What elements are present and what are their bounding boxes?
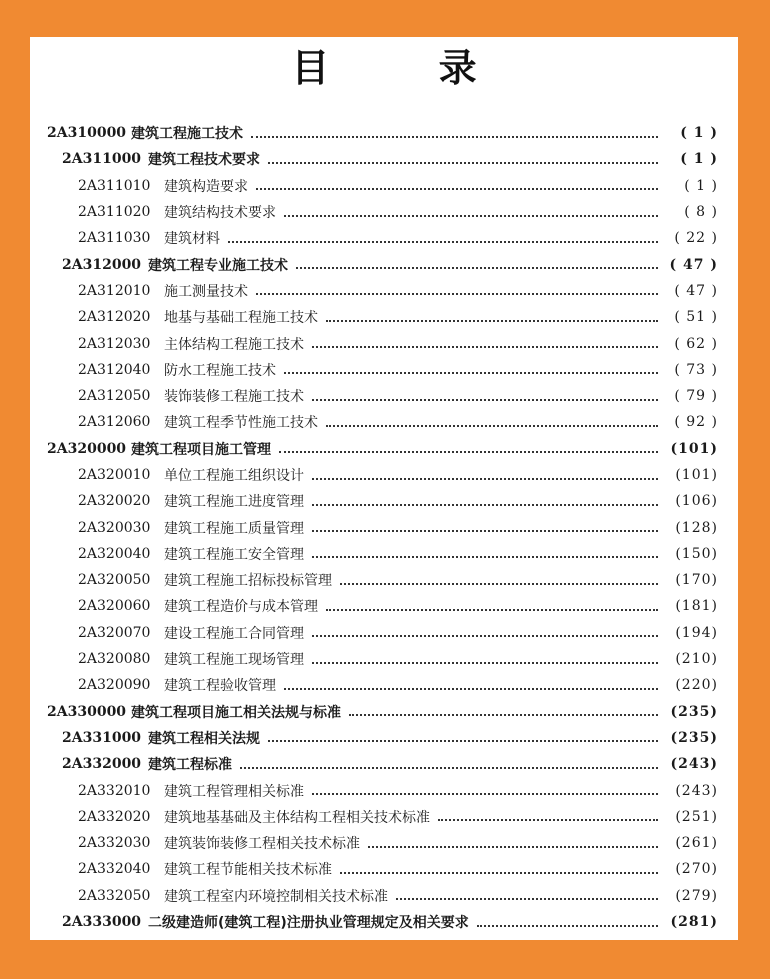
toc-entry-page-number: ( 62 ) (674, 335, 718, 352)
toc-entry-title: 地基与基础工程施工技术 (164, 310, 318, 327)
dot-leader (326, 608, 658, 611)
toc-entry-title: 建筑工程施工质量管理 (164, 520, 304, 537)
toc-entry-title: 建筑工程室内环境控制相关技术标准 (164, 888, 388, 905)
table-of-contents (30, 120, 738, 935)
toc-entry[interactable] (30, 646, 738, 672)
toc-entry-code: 2A320010 (78, 467, 151, 483)
toc-entry-page-number: (261) (675, 835, 718, 852)
dot-leader (312, 529, 658, 532)
dot-leader (284, 687, 658, 690)
dot-leader (312, 792, 658, 795)
toc-entry-page-number: (150) (675, 545, 718, 562)
dot-leader (396, 897, 658, 900)
toc-entry-title: 装饰装修工程施工技术 (164, 389, 304, 406)
dot-leader (312, 477, 658, 480)
toc-entry-code: 2A332010 (78, 782, 151, 799)
toc-entry-title: 建筑材料 (164, 231, 220, 248)
toc-entry[interactable] (30, 436, 738, 462)
dot-leader (256, 292, 658, 295)
toc-entry-code: 2A311020 (78, 204, 151, 221)
toc-entry-title: 建筑工程管理相关标准 (164, 783, 304, 800)
toc-entry-code: 2A312030 (78, 335, 151, 352)
toc-entry[interactable] (30, 567, 738, 593)
toc-entry-title: 建筑工程施工招标投标管理 (164, 573, 332, 590)
toc-entry-page-number: ( 1 ) (680, 125, 718, 142)
toc-entry-page-number: ( 8 ) (684, 204, 718, 221)
toc-entry-code: 2A332050 (78, 887, 151, 904)
toc-entry-title: 建设工程施工合同管理 (164, 625, 304, 642)
toc-entry-page-number: ( 47 ) (669, 256, 718, 273)
toc-entry-code: 2A312060 (78, 414, 151, 431)
toc-entry[interactable] (30, 593, 738, 619)
toc-entry-code: 2A332000 (62, 756, 142, 773)
dot-leader (312, 345, 658, 348)
dot-leader (228, 240, 658, 243)
toc-entry[interactable] (30, 278, 738, 304)
toc-entry[interactable] (30, 909, 738, 935)
toc-entry-title: 建筑工程相关法规 (148, 730, 260, 747)
toc-entry-code: 2A333000 (62, 914, 142, 931)
toc-entry-code: 2A320030 (78, 519, 151, 536)
toc-entry-page-number: (170) (675, 572, 718, 589)
toc-entry-title: 单位工程施工组织设计 (164, 468, 304, 484)
toc-entry[interactable] (30, 514, 738, 540)
dot-leader (284, 371, 658, 374)
toc-entry-code: 2A320060 (78, 598, 151, 615)
toc-entry-page-number: (101) (670, 440, 718, 457)
toc-entry-page-number: ( 92 ) (674, 414, 718, 431)
toc-entry[interactable] (30, 672, 738, 698)
toc-entry-page-number: (281) (670, 914, 718, 931)
toc-entry[interactable] (30, 856, 738, 882)
toc-entry-title: 建筑地基基础及主体结构工程相关技术标准 (164, 809, 430, 826)
toc-entry-title: 建筑工程造价与成本管理 (164, 599, 318, 616)
toc-entry-page-number: ( 22 ) (674, 230, 718, 247)
toc-entry-code: 2A320090 (78, 677, 151, 694)
toc-entry[interactable] (30, 830, 738, 856)
dot-leader (240, 766, 658, 769)
dot-leader (312, 503, 658, 506)
dot-leader (256, 187, 658, 190)
toc-entry-page-number: (101) (675, 467, 718, 483)
toc-entry-code: 2A312020 (78, 309, 151, 326)
toc-entry-title: 建筑工程项目施工相关法规与标准 (131, 704, 341, 721)
toc-entry[interactable] (30, 251, 738, 277)
toc-entry-title: 施工测量技术 (164, 283, 248, 300)
dot-leader (312, 555, 658, 558)
dot-leader (312, 634, 658, 637)
dot-leader (279, 450, 658, 453)
toc-entry[interactable] (30, 804, 738, 830)
dot-leader (268, 161, 658, 164)
toc-entry[interactable] (30, 225, 738, 251)
toc-entry-page-number: (251) (675, 808, 718, 825)
toc-entry[interactable] (30, 146, 738, 172)
toc-entry[interactable] (30, 725, 738, 751)
toc-entry-code: 2A311030 (78, 230, 151, 247)
toc-entry-title: 建筑工程施工安全管理 (164, 546, 304, 563)
toc-entry-code: 2A312040 (78, 361, 151, 378)
toc-entry-page-number: ( 1 ) (680, 151, 718, 168)
toc-entry-page-number: (181) (675, 598, 718, 615)
page-title: 目 录 (291, 46, 525, 90)
toc-entry[interactable] (30, 462, 738, 488)
toc-entry[interactable] (30, 541, 738, 567)
toc-entry-page-number: ( 79 ) (674, 388, 718, 405)
toc-entry[interactable] (30, 383, 738, 409)
dot-leader (296, 266, 658, 269)
dot-leader (326, 424, 658, 427)
toc-entry-title: 建筑工程项目施工管理 (131, 441, 271, 458)
toc-entry-title: 建筑工程施工现场管理 (164, 652, 304, 669)
dot-leader (284, 214, 658, 217)
toc-entry-code: 2A312000 (62, 256, 142, 273)
toc-entry-code: 2A312050 (78, 388, 151, 405)
dot-leader (349, 713, 658, 716)
toc-entry[interactable] (30, 883, 738, 909)
toc-entry[interactable] (30, 620, 738, 646)
toc-entry-page-number: (106) (675, 493, 718, 510)
toc-entry-code: 2A320040 (78, 545, 151, 562)
toc-entry[interactable] (30, 199, 738, 225)
toc-entry-title: 建筑构造要求 (164, 178, 248, 195)
toc-entry[interactable] (30, 488, 738, 514)
toc-entry-code: 2A332030 (78, 835, 151, 852)
dot-leader (251, 135, 658, 138)
toc-entry-title: 建筑工程施工进度管理 (164, 494, 304, 511)
toc-entry-code: 2A320020 (78, 493, 151, 510)
toc-entry-code: 2A320050 (78, 572, 151, 589)
toc-entry[interactable] (30, 699, 738, 725)
toc-entry-page-number: (270) (675, 861, 718, 878)
toc-entry[interactable] (30, 120, 738, 146)
toc-entry[interactable] (30, 304, 738, 330)
toc-entry-title: 建筑工程季节性施工技术 (164, 415, 318, 432)
toc-entry[interactable] (30, 357, 738, 383)
toc-entry-code: 2A311010 (78, 177, 151, 194)
toc-entry-page-number: (194) (675, 624, 718, 641)
toc-entry[interactable] (30, 751, 738, 777)
document-page (30, 37, 738, 940)
toc-entry-code: 2A332040 (78, 861, 151, 878)
toc-entry-code: 2A311000 (62, 151, 142, 168)
dot-leader (340, 871, 658, 874)
dot-leader (268, 739, 658, 742)
dot-leader (326, 319, 658, 322)
dot-leader (438, 818, 658, 821)
toc-entry-code: 2A320080 (78, 651, 151, 668)
toc-entry-title: 建筑工程节能相关技术标准 (164, 862, 332, 879)
toc-entry-page-number: (235) (670, 703, 718, 720)
toc-entry-title: 建筑结构技术要求 (164, 205, 276, 222)
toc-entry-title: 防水工程施工技术 (164, 362, 276, 379)
toc-entry-title: 建筑工程施工技术 (131, 126, 243, 143)
toc-entry-code: 2A312010 (78, 282, 151, 299)
toc-entry-code: 2A320070 (78, 624, 151, 641)
dot-leader (477, 924, 658, 927)
dot-leader (340, 582, 658, 585)
toc-entry-page-number: ( 51 ) (674, 309, 718, 326)
toc-entry-code: 2A331000 (62, 729, 142, 746)
toc-entry-title: 建筑工程技术要求 (148, 152, 260, 169)
dot-leader (312, 661, 658, 664)
toc-entry[interactable] (30, 777, 738, 803)
toc-entry-title: 建筑工程验收管理 (164, 678, 276, 695)
toc-entry-title: 建筑工程标准 (148, 757, 232, 774)
dot-leader (312, 398, 658, 401)
toc-entry-code: 2A310000 (47, 125, 127, 142)
toc-entry-title: 二级建造师(建筑工程)注册执业管理规定及相关要求 (148, 915, 469, 932)
toc-entry-title: 主体结构工程施工技术 (164, 336, 304, 353)
toc-entry-page-number: (220) (675, 677, 718, 694)
toc-entry-page-number: ( 47 ) (674, 282, 718, 299)
toc-entry-page-number: ( 73 ) (674, 361, 718, 378)
toc-entry-page-number: (243) (675, 782, 718, 799)
toc-entry-page-number: (235) (670, 729, 718, 746)
toc-entry-page-number: (243) (670, 756, 718, 773)
toc-entry-page-number: (210) (675, 651, 718, 668)
toc-entry-page-number: (128) (675, 519, 718, 536)
toc-entry-title: 建筑装饰装修工程相关技术标准 (164, 836, 360, 853)
toc-entry-page-number: (279) (675, 887, 718, 904)
toc-entry-page-number: ( 1 ) (684, 177, 718, 194)
toc-entry-code: 2A320000 (47, 440, 127, 457)
toc-entry[interactable] (30, 409, 738, 435)
dot-leader (368, 845, 658, 848)
toc-entry-code: 2A332020 (78, 808, 151, 825)
toc-entry-title: 建筑工程专业施工技术 (148, 257, 288, 274)
toc-entry[interactable] (30, 173, 738, 199)
toc-entry[interactable] (30, 330, 738, 356)
toc-entry-code: 2A330000 (47, 703, 127, 720)
